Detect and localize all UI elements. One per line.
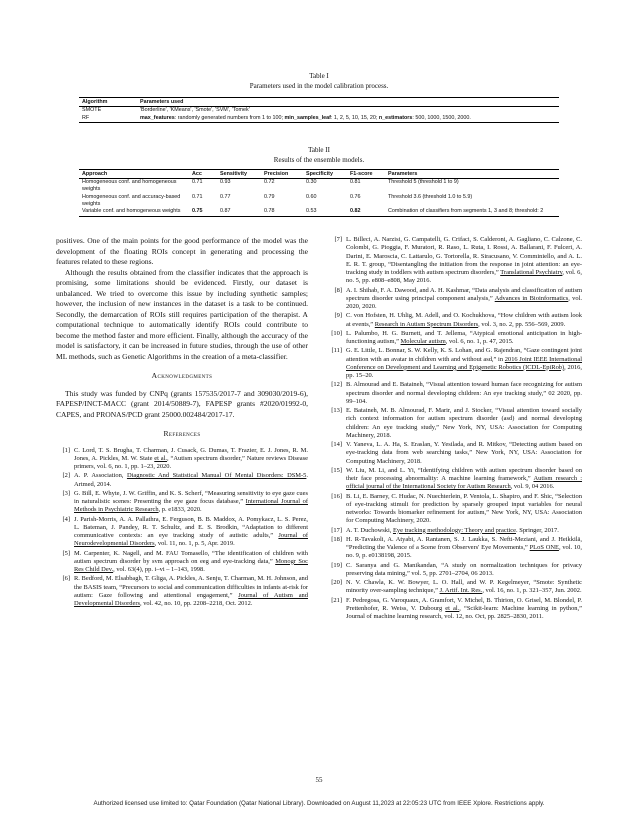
reference-item	[328, 597, 582, 622]
table1-label: Table I	[309, 72, 329, 80]
reference-number: [5]	[62, 549, 70, 557]
table-row	[79, 193, 559, 208]
reference-item	[56, 447, 308, 472]
reference-number: [9]	[334, 312, 342, 320]
table2-cell: 0.76	[350, 193, 361, 200]
reference-text: G. Bill, E. Whyte, J. W. Griffin, and K. S. Scherf, “Measuring sensitivity to eye gaze cues in naturalistic scenes: Presenting the eye gaze focus database,” International Journal of Methods in Psychiatric Research, p. e1833, 2020.	[74, 489, 308, 514]
reference-number: [1]	[62, 446, 70, 454]
reference-text: L. Billeci, A. Narzisi, G. Campatelli, G. Crifaci, S. Calderoni, A. Gagliano, C. Calzone, C. Colombi, G. Pioggia, F. Muratori, R. Raso, L. Ruta, I. Rossi, A. Ballarani, F. Fulceri, A. Darini, E. Maroscia, C. Lattarulo, G. Tortorella, R. Siracusano, V. Comminiello, and A. L. E. R. T. group, “Disentangling the initiation from the response in joint attention: an eye-tracking study in toddlers with autism spectrum disorders,” Translational Psychiatry, vol. 6, no. 5, pp. e808–e808, May 2016.	[346, 236, 582, 285]
table2-header: Acc	[189, 170, 217, 179]
reference-item	[56, 490, 308, 515]
table2-cell: Homogeneous conf. and accuracy-based weights	[82, 193, 181, 207]
table1-caption: Parameters used in the model calibration process.	[249, 82, 389, 90]
reference-text: N. V. Chawla, K. W. Bowyer, L. O. Hall, and W. P. Kegelmeyer, “Smote: Synthetic minority over-sampling technique,” J. Artif. Int. Res., vol. 16, no. 1, p. 321–357, Jun. 2002.	[346, 579, 582, 595]
reference-number: [6]	[62, 575, 70, 583]
table2-cell: 0.81	[350, 179, 361, 186]
table1-cell: SMOTE	[82, 107, 102, 114]
reference-number: [15]	[331, 466, 342, 474]
table2-cell: Variable conf. and homogeneous weights	[79, 208, 189, 216]
table2-header: Parameters	[385, 170, 559, 179]
reference-item	[56, 550, 308, 575]
reference-item	[328, 347, 582, 380]
reference-text: F. Pedregosa, G. Varoquaux, A. Gramfort, V. Michel, B. Thirion, O. Grisel, M. Blondel, P. Prettenhofer, R. Weiss, V. Dubourg et al., “Scikit-learn: Machine learning in python,” Journal of machine learning research, vol. 12, no. Oct, pp. 2825–2830, 2011.	[346, 596, 582, 620]
reference-text: A. P. Association, Diagnostic And Statistical Manual Of Mental Disorders: DSM-5. Artmed, 2014.	[74, 472, 308, 488]
reference-item	[328, 493, 582, 526]
reference-text: R. Bedford, M. Elsabbagh, T. Gliga, A. Pickles, A. Senju, T. Charman, M. H. Johnson, and the BASIS team, “Precursors to social and communication difficulties in infants at-risk for autism: Gaze following and attentional engagement,” Journal of Autism and Developmental Disorders, vol. 42, no. 10, pp. 2208–2218, Oct. 2012.	[74, 575, 308, 607]
reference-number: [17]	[331, 526, 342, 534]
body-paragraph: positives. One of the main points for the good performance of the model was the development of the floating ROIs concept in generating and processing the features related to these regions.	[56, 236, 308, 266]
reference-number: [18]	[331, 535, 342, 543]
reference-text: H. R-Tavakoli, A. Atyabi, A. Rantanen, S. J. Laukka, S. Nefti-Meziani, and J. Heikkilä, “Predicting the Valence of a Scene from Observers' Eye Movements,” PLoS ONE, vol. 10, no. 9, p. e0138198, 2015.	[346, 535, 583, 560]
table2-header: Precision	[261, 170, 303, 179]
table2-cell: 0.72	[264, 179, 275, 186]
table2-cell: Homogeneous conf. and homogeneous weights	[82, 179, 177, 193]
table2-header: Sensitivity	[217, 170, 261, 179]
reference-number: [16]	[331, 492, 342, 500]
reference-list-left	[56, 447, 308, 609]
reference-number: [4]	[62, 515, 70, 523]
table2-cell: 0.30	[306, 179, 317, 186]
reference-text: C. Saranya and G. Manikandan, “A study on normalization techniques for privacy preserving data mining,” vol. 5, pp. 2701–2704, 06 2013.	[346, 561, 582, 577]
reference-number: [8]	[334, 286, 342, 294]
table1-header-params: Parameters used	[137, 98, 559, 107]
reference-number: [7]	[334, 236, 342, 243]
table2-cell: 0.75	[189, 208, 217, 216]
table-row	[79, 115, 559, 123]
right-column	[328, 236, 582, 622]
left-column	[56, 236, 308, 609]
table2-cell: 0.78	[261, 208, 303, 216]
reference-number: [20]	[331, 579, 342, 586]
table2-cell: 0.60	[306, 193, 317, 200]
reference-item	[328, 562, 582, 579]
reference-number: [3]	[62, 489, 70, 497]
reference-number: [21]	[331, 596, 342, 604]
table2-cell: 0.93	[220, 179, 231, 186]
table2-cell: 0.71	[192, 179, 203, 186]
reference-item	[328, 579, 582, 596]
table2-cell: 0.79	[264, 193, 275, 200]
table2-caption: Results of the ensemble models.	[273, 156, 365, 164]
page-number: 55	[315, 776, 323, 784]
table2-cell: 0.71	[192, 193, 203, 200]
references-heading: References	[163, 429, 201, 438]
reference-item	[328, 236, 582, 286]
reference-number: [12]	[331, 381, 342, 389]
table-row	[79, 106, 559, 114]
table1-header-algorithm: Algorithm	[79, 98, 137, 107]
reference-text: A. I. Shihab, F. A. Dawood, and A. H. Kashmar, “Data analysis and classification of autism spectrum disorder using principal component analysis,” Advances in Bioinformatics, vol. 2020, 2020.	[346, 286, 582, 310]
reference-item	[328, 467, 582, 492]
table2-header: Approach	[79, 170, 189, 179]
reference-number: [13]	[331, 407, 342, 414]
table2-header: Specificity	[303, 170, 347, 179]
table2	[79, 169, 559, 217]
reference-number: [14]	[331, 441, 342, 448]
table1	[79, 97, 559, 123]
reference-item	[328, 381, 582, 406]
table2-cell: Combination of classifiers from segments 1, 3 and 8; threshold: 2	[385, 208, 559, 216]
reference-text: E. Bataineh, M. B. Almourad, F. Marir, and J. Stocker, “Visual attention toward socially rich context information for autism spectrum disorder (asd) and normal developing children: An eye tracking study,” New York, NY, USA: Association for Computing Machinery, 2018.	[346, 407, 582, 439]
reference-text: M. Carpenter, K. Nagell, and M. FAU Tomasello, “The identification of children with autism spectrum disorder by svm approach on eeg and eye-tracking data,” Monogr Soc Res Child Dev., vol. 63(4), pp. i–vi – 1–143, 1998.	[74, 549, 308, 573]
table2-cell: 0.53	[303, 208, 347, 216]
acknowledgments-heading: Acknowledgments	[151, 371, 213, 380]
reference-list-right	[328, 236, 582, 621]
reference-item	[56, 575, 308, 608]
reference-number: [10]	[331, 329, 342, 337]
reference-item	[328, 407, 582, 440]
table2-label: Table II	[308, 146, 330, 154]
reference-item	[328, 441, 582, 466]
table2-cell: 0.77	[220, 193, 231, 200]
reference-text: B. Almourad and E. Bataineh, “Visual attention toward human face recognizing for autism spectrum disorder and normal developing children: An eye tracking study,” 02 2020, pp. 99–104.	[346, 381, 582, 405]
reference-number: [19]	[331, 561, 342, 569]
table-row	[79, 178, 559, 193]
table2-header: F1-score	[347, 170, 385, 179]
reference-text: C. Lord, T. S. Brugha, T. Charman, J. Cusack, G. Dumas, T. Frazier, E. J. Jones, R. M. Jones, A. Pickles, M. W. State et al., “Autism spectrum disorder,” Nature reviews Disease primers, vol. 6, no. 1, pp. 1–23, 2020.	[74, 446, 308, 470]
table2-cell: 0.82	[347, 208, 385, 216]
reference-number: [2]	[62, 472, 70, 480]
reference-item	[328, 287, 582, 312]
table2-cell: Threshold 5 (threshold 1 to 9)	[388, 179, 459, 186]
license-footer: Authorized licensed use limited to: Qatar Foundation (Qatar National Library). Downloaded on August 11,2023 at 22:05:23 UTC from IEEE Xplore. Restrictions apply.	[93, 800, 545, 807]
body-paragraph: Although the results obtained from the classifier indicates that the approach is promising, some limitations should be evidenced. Firstly, our dataset is unbalanced. We tried to overcome this issue by including synthetic samples; however, the inclusion of new instances in the dataset is a task to be continued. Secondly, the demarcation of ROIs still requires participation of the therapist. A computational technique to automatically identify ROIs could contribute to become the method faster and more efficient. Finally, although the accuracy of the model is satisfactory, it can be increased in future studies, through the use of other ML methods, such as Genetic Algorithms in the creation of a meta-classifier.	[56, 267, 308, 361]
table2-cell: Threshold 3.6 (threshold 1.0 to 5.9)	[388, 193, 473, 200]
reference-item	[328, 527, 582, 535]
reference-text: C. von Hofsten, H. Uhlig, M. Adell, and O. Kochukhova, “How children with autism look at events,” Research in Autism Spectrum Disorders, vol. 3, no. 2, pp. 556–569, 2009.	[346, 312, 582, 328]
table2-cell: 0.87	[217, 208, 261, 216]
reference-text: V. Yaneva, L. A. Ha, S. Eraslan, Y. Yesilada, and R. Mitkov, “Detecting autism based on eye-tracking data from web searching tasks,” New York, NY, USA: Association for Computing Machinery, 2018.	[346, 441, 582, 465]
table1-cell: max_features: randomly generated numbers from 1 to 100; min_samples_leaf: 1, 2, 5, 10, 15, 20; n_estimators: 500, 1000, 1500, 2000.	[137, 115, 559, 123]
reference-text: J. Parish-Morris, A. A. Pallathra, E. Ferguson, B. B. Maddox, A. Pomykacz, L. S. Perez, L. Bateman, J. Pandey, R. T. Schultz, and E. S. Brodkin, “Adaptation to different communicative contexts: an eye tracking study of autistic adults,” Journal of Neurodevelopmental Disorders, vol. 11, no. 1, p. 5, Apr. 2019.	[74, 515, 308, 548]
reference-item	[328, 330, 582, 347]
reference-text: A. T. Duchowski, Eye tracking methodology: Theory and practice. Springer, 2017.	[346, 526, 559, 534]
table1-cell: RF	[79, 115, 137, 123]
reference-text: L. Palumbo, H. G. Burnett, and T. Jellema, “Atypical emotional anticipation in high-functioning autism,” Molecular autism, vol. 6, no. 1, p. 47, 2015.	[346, 329, 582, 345]
acknowledgments-text: This study was funded by CNPq (grants 157535/2017-7 and 309030/2019-6), FAPESP/INCT-MACC (grant 2014/50889-7), FAPESP grants #2020/01992-0, CAPES, and PRONAS/PCD grant 25000.002484/2017-17.	[56, 388, 308, 419]
reference-text: W. Liu, M. Li, and L. Yi, “Identifying children with autism spectrum disorder based on their face processing abnormality: A machine learning framework,” Autism research : official journal of the International Society for Autism Research, vol. 9, 04 2016.	[346, 466, 583, 491]
reference-item	[56, 472, 308, 489]
reference-item	[328, 312, 582, 329]
reference-item	[56, 516, 308, 549]
reference-number: [11]	[331, 347, 342, 355]
reference-text: G. E. Little, L. Bonnar, S. W. Kelly, K. S. Lohan, and G. Rajendran, “Gaze contingent joint attention with an avatar in children with and without asd,” in 2016 Joint IEEE International Conference on Development and Learning and Epigenetic Robotics (ICDL-EpiRob), 2016, pp. 15–20.	[346, 347, 582, 379]
reference-text: B. Li, E. Barney, C. Hudac, N. Nuechterlein, P. Ventola, L. Shapiro, and F. Shic, “Selection of eye-tracking stimuli for prediction by sparsely grouped input variables for neural networks: Towards biomarker refinement for autism,” New York, NY, USA: Association for Computing Machinery, 2020.	[346, 492, 582, 525]
table-row	[79, 208, 559, 216]
reference-item	[328, 536, 582, 561]
table1-cell: 'Borderline', 'KMeans', 'Smote', 'SVM', 'Tomek'	[140, 107, 250, 114]
